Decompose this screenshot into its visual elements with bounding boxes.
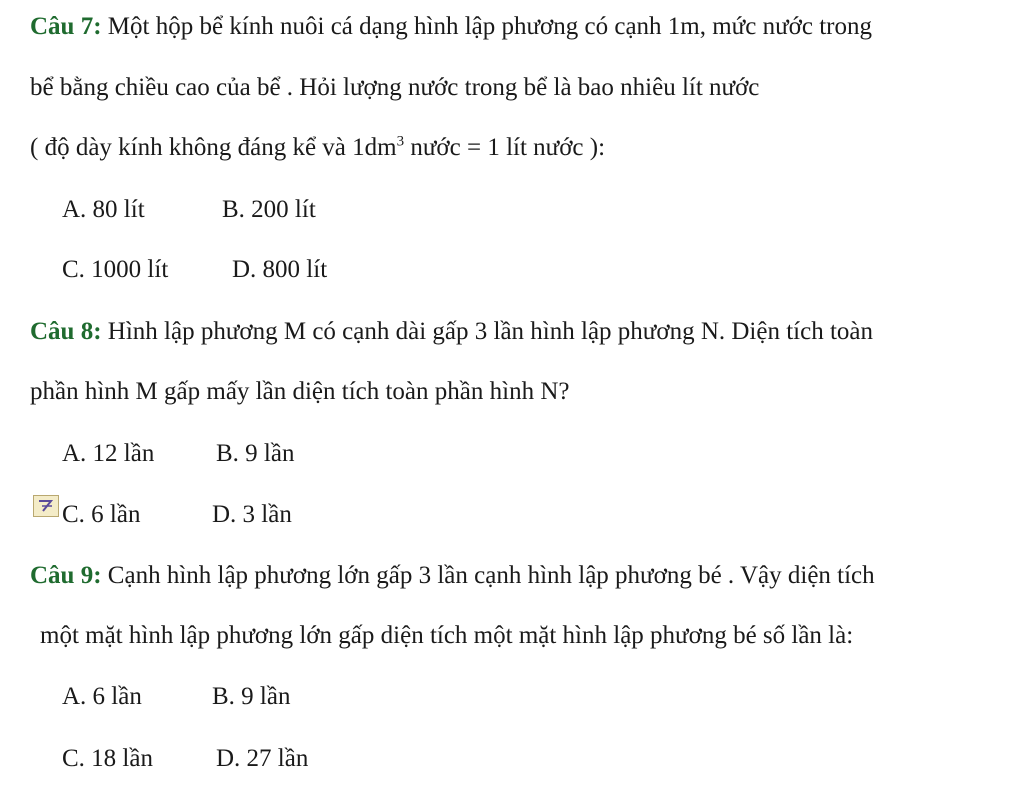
q7-text-1: Một hộp bể kính nuôi cá dạng hình lập phương có cạnh 1m, mức nước trong — [101, 13, 872, 40]
q7-option-a[interactable]: A. 80 lít — [62, 196, 145, 223]
q7-option-c[interactable]: C. 1000 lít — [62, 256, 169, 283]
q8-label: Câu 8: — [30, 318, 102, 345]
q9-option-c[interactable]: C. 18 lần — [62, 745, 153, 772]
q9-line-2: một mặt hình lập phương lớn gấp diện tích một mặt hình lập phương bé số lần là: — [40, 622, 854, 649]
q8-line-2: phần hình M gấp mấy lần diện tích toàn phần hình N? — [30, 378, 570, 405]
q7-text-3-pre: ( độ dày kính không đáng kể và 1dm — [30, 134, 397, 161]
q8-option-c[interactable]: C. 6 lần — [62, 501, 141, 528]
q8-option-a[interactable]: A. 12 lần — [62, 440, 155, 467]
q9-option-b[interactable]: B. 9 lần — [212, 683, 291, 710]
q7-line-3 — [30, 133, 605, 163]
q8-option-b[interactable]: B. 9 lần — [216, 440, 295, 467]
q9-line-1 — [30, 561, 875, 591]
q7-line-1 — [30, 12, 872, 42]
q7-label: Câu 7: — [30, 13, 102, 40]
q7-option-b[interactable]: B. 200 lít — [222, 196, 316, 223]
q8-line-1 — [30, 317, 873, 347]
q7-superscript: 3 — [396, 133, 405, 150]
q8-text-1: Hình lập phương M có cạnh dài gấp 3 lần hình lập phương N. Diện tích toàn — [101, 318, 873, 345]
selected-mark-icon — [33, 495, 59, 517]
q7-option-d[interactable]: D. 800 lít — [232, 256, 328, 283]
q7-line-2: bể bằng chiều cao của bể . Hỏi lượng nước trong bể là bao nhiêu lít nước — [30, 74, 760, 101]
q9-option-a[interactable]: A. 6 lần — [62, 683, 142, 710]
q9-text-1: Cạnh hình lập phương lớn gấp 3 lần cạnh hình lập phương bé . Vậy diện tích — [101, 562, 875, 589]
q8-option-d[interactable]: D. 3 lần — [212, 501, 292, 528]
q9-label: Câu 9: — [30, 562, 102, 589]
q9-option-d[interactable]: D. 27 lần — [216, 745, 309, 772]
q7-text-3-post: nước = 1 lít nước ): — [404, 134, 606, 161]
